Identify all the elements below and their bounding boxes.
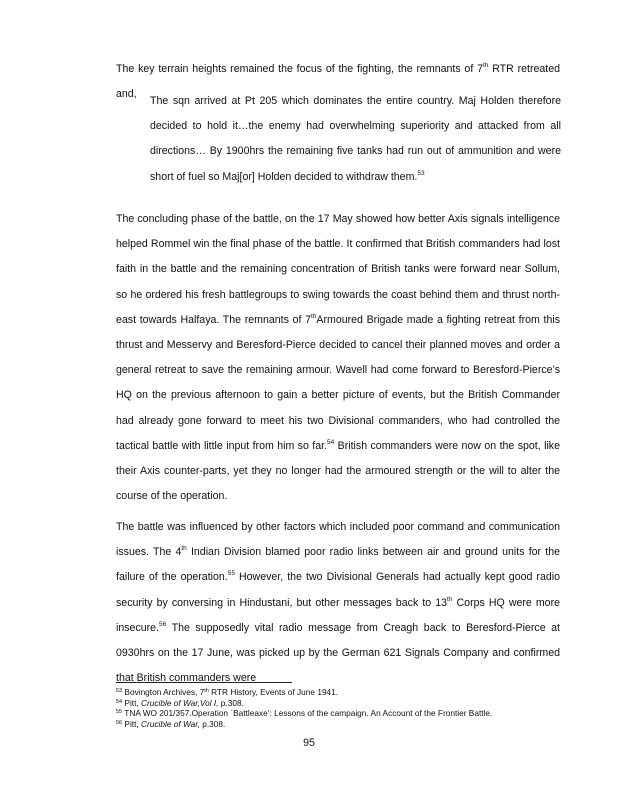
text-run: The concluding phase of the battle, on the 17 May showed how better Axis signals intelligence helped Rommel win the final phase of the battle. It confirmed that British commanders had lost faith in the battle and the remaining concentration of British tanks were forward near Sollum, so he ordered his fresh battlegroups to swing towards the coast behind them and thrust north-east towards Halfaya. The remnants of 7: [116, 213, 560, 326]
footnote-55: [116, 708, 560, 719]
footnote-number: 55: [116, 709, 123, 716]
block-quote: [150, 89, 561, 190]
footnote-ref-54: 54: [327, 438, 335, 446]
footnote-54: [116, 698, 560, 709]
footnote-separator: [116, 682, 292, 683]
text-run: Corps HQ were more insecure.: [116, 596, 560, 634]
ordinal-suffix: th: [482, 62, 489, 69]
footnote-title: Crucible of War,Vol I,: [141, 697, 219, 708]
footnote-ref-55: 55: [227, 570, 235, 578]
text-run: However, the two Divisional Generals had actually kept good radio security by conversing in Hindustani, but other messages back to 13: [116, 571, 560, 609]
text-run: The supposedly vital radio message from Creagh back to Beresford-Pierce at 0930hrs on the 17 June, was picked up by the German 621 Signals Company and confirmed that British commanders were: [116, 621, 560, 685]
footnote-number: 54: [116, 698, 123, 705]
footnote-text: p.308.: [218, 697, 244, 708]
text-run: The battle was influenced by other factors which included poor command and communication issues. The 4: [116, 521, 560, 559]
footnotes: [116, 687, 560, 729]
footnote-text: Pitt,: [122, 718, 142, 729]
footnote-53: [116, 687, 560, 698]
footnote-text: p.308.: [199, 718, 226, 729]
footnote-text: Pitt,: [122, 697, 142, 708]
ordinal-suffix: th: [204, 688, 209, 694]
text-run: British commanders were now on the spot, like their Axis counter-parts, yet they no longer had the armoured strength or the will to alter the course of the operation.: [116, 439, 560, 503]
text-run: RTR retreated and,: [116, 63, 560, 101]
footnote-ref-53: 53: [417, 169, 425, 177]
footnote-number: 56: [116, 719, 123, 726]
paragraph-concluding-phase: [116, 207, 560, 509]
ordinal-suffix: th: [310, 312, 317, 320]
quote-text: The sqn arrived at Pt 205 which dominates the entire country. Maj Holden therefore decided to hold it…the enemy had overwhelming superiority and attacked from all directions… By 1900hrs the remaining five tanks had run out of ammunition and were short of fuel so Maj[or] Holden decided to withdraw them.: [150, 95, 561, 183]
text-run: Armoured Brigade made a fighting retreat from this thrust and Messervy and Beresford-Pierce decided to cancel their planned moves and order a general retreat to save the remaining armour. Wavell had come forward to Beresford-Pierce’s HQ on the previous afternoon to gain a better picture of events, but the British Commander had already gone forward to meet his two Divisional commanders, who had controlled the tactical battle with little input from him so far.: [116, 313, 560, 452]
text-run: The key terrain heights remained the focus of the fighting, the remnants of 7: [116, 63, 483, 75]
ordinal-suffix: th: [181, 545, 187, 553]
footnote-text: Bovington Archives, 7: [122, 687, 205, 697]
paragraph-command-issues: [116, 515, 560, 691]
page-number: 95: [303, 737, 315, 749]
footnote-56: [116, 719, 560, 730]
footnote-text: TNA WO 201/357.Operation `Battleaxe’: Lessons of the campaign. An Account of the Frontier Battle.: [122, 708, 493, 719]
footnote-text: RTR History, Events of June 1941.: [208, 687, 339, 697]
footnote-title: Crucible of War,: [141, 718, 200, 729]
text-run: Indian Division blamed poor radio links between air and ground units for the failure of the operation.: [116, 546, 561, 584]
footnote-ref-56: 56: [159, 620, 167, 628]
footnote-number: 53: [116, 688, 123, 694]
ordinal-suffix: th: [447, 595, 453, 603]
